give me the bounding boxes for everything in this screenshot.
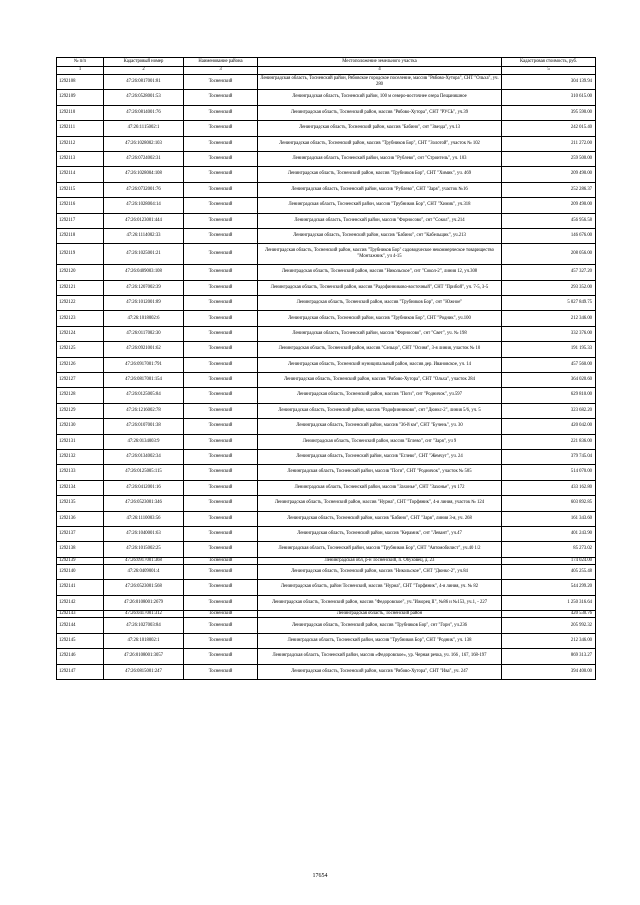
cadastral-number: 47:26:0125005:84: [104, 388, 184, 403]
parcel-location: Ленинградская область, Тосненский район, массив "Радофинниково-восточный", СНТ "Прибой", уч. 7-5, 3-5: [258, 280, 502, 295]
district-name: Тосненский: [184, 633, 258, 648]
parcel-location: Ленинградская область, Тосненский район, массив "Поги", снт "Родничок", уч.597: [258, 388, 502, 403]
cadastral-table: [56, 57, 596, 680]
cadastral-value: 603 892.85: [502, 496, 596, 511]
table-row: [57, 480, 596, 495]
district-name: Тосненский: [184, 121, 258, 136]
cadastral-number: 47:26:1207002:39: [104, 280, 184, 295]
table-row: [57, 465, 596, 480]
parcel-location: Ленинградская область, Тосненский район, массив "Рябово-Хутора", СНТ "Ольха", участок 284: [258, 373, 502, 388]
parcel-location: Ленинградская область, Тосненский район, массив "Трубников Бор", снт "Горн", уч.236: [258, 618, 502, 633]
parcel-location: Ленинградская область, Тосненский район, массив "Сельцо", СНТ "Осиня", 3-я линия, участок № 10: [258, 342, 502, 357]
district-name: Тосненский: [184, 90, 258, 105]
table-row: [57, 121, 596, 136]
cadastral-value: 85 273.02: [502, 542, 596, 557]
cadastral-number: 47:26:0409003:108: [104, 265, 184, 280]
table-row: [57, 228, 596, 243]
district-name: Тосненский: [184, 388, 258, 403]
row-number: 1292109: [57, 90, 104, 105]
cadastral-number: 47:26:1027003:84: [104, 618, 184, 633]
parcel-location: Ленинградская область, Тосненский район, массив "Никольское", СНТ "Дюнкс-2", уч.84: [258, 565, 502, 580]
cadastral-value: 212 346.00: [502, 311, 596, 326]
cadastral-number: 47:26:0412001:16: [104, 480, 184, 495]
district-name: Тосненский: [184, 611, 258, 618]
table-row: [57, 557, 596, 564]
district-name: Тосненский: [184, 198, 258, 213]
parcel-location: Ленинградская область, Тосненский район, массив "36-й км", СНТ "Бучень", уч. 30: [258, 419, 502, 434]
district-name: Тосненский: [184, 265, 258, 280]
district-name: Тосненский: [184, 373, 258, 388]
cadastral-value: 174 024.00: [502, 557, 596, 564]
table-row: [57, 265, 596, 280]
parcel-location: Ленинградская область, Тосненский район, массив "Нурма", СНТ "Торфяник", 4-я линия, участок № 124: [258, 496, 502, 511]
district-name: Тосненский: [184, 403, 258, 418]
parcel-location: Ленинградская область, Тосненский район, массив "Трубников Бор", СНТ "Химик", уч.318: [258, 198, 502, 213]
cadastral-value: 364 020.60: [502, 373, 596, 388]
row-number: 1292135: [57, 496, 104, 511]
row-number: 1292129: [57, 403, 104, 418]
table-row: [57, 296, 596, 311]
parcel-location: Ленинградская область, Тосненский район, массив "Керамик", снт "Левант", уч.47: [258, 526, 502, 541]
table-row: [57, 542, 596, 557]
table-row: [57, 311, 596, 326]
cadastral-number: 47:26:0817001:154: [104, 373, 184, 388]
district-name: Тосненский: [184, 542, 258, 557]
district-name: Тосненский: [184, 136, 258, 151]
district-name: Тосненский: [184, 326, 258, 341]
cadastral-number: 47:26:0107001:38: [104, 419, 184, 434]
row-number: 1292122: [57, 296, 104, 311]
cadastral-value: 457 327.20: [502, 265, 596, 280]
table-row: [57, 434, 596, 449]
row-number: 1292121: [57, 280, 104, 295]
parcel-location: Ленинградская область, Тосненский район, массив "Трубников Бор", снт "Южное": [258, 296, 502, 311]
parcel-location: Ленинградская область, Тосненский район, массив "Форносово", снт "Сокол", уч.214: [258, 213, 502, 228]
row-number: 1292139: [57, 557, 104, 564]
parcel-location: Ленинградская область, Тосненский район, массив "Бабино", СНТ "Заря", линия 3-я, уч. 268: [258, 511, 502, 526]
parcel-location: Ленинградская область, Тосненский район, массив "Трубников Бор", СНТ "Золотой", участок № 102: [258, 136, 502, 151]
table-body: [57, 75, 596, 680]
cadastral-value: 5 027 849.75: [502, 296, 596, 311]
cadastral-value: 869 313.27: [502, 649, 596, 664]
parcel-location: Ленинградская область, Тосненский район, массив "Форносово", снт "Свет", уч. № 198: [258, 326, 502, 341]
table-row: [57, 213, 596, 228]
cadastral-value: 514 070.00: [502, 465, 596, 480]
district-name: Тосненский: [184, 182, 258, 197]
cadastral-number: 47:26:0108001:3057: [104, 649, 184, 664]
table-row: [57, 357, 596, 372]
parcel-location: Ленинградская область, Тосненский район, массив "Трубников Бор" садоводческое некоммерческое товарищество "Монтажник", уч 4-15: [258, 244, 502, 265]
district-name: Тосненский: [184, 511, 258, 526]
cadastral-number: 47:26:1028002:103: [104, 136, 184, 151]
cadastral-value: 456 956.58: [502, 213, 596, 228]
cadastral-number: 47:26:0817001:81: [104, 75, 184, 90]
cadastral-value: 211 272.00: [502, 136, 596, 151]
cadastral-value: 433 162.80: [502, 480, 596, 495]
cadastral-value: 379 745.04: [502, 449, 596, 464]
cadastral-value: 323 682.20: [502, 403, 596, 418]
document-page: [56, 57, 592, 680]
parcel-location: Ленинградская область, Тосненский район, массив "Еглево", снт "Заря", уч 9: [258, 434, 502, 449]
cadastral-value: 332 376.00: [502, 326, 596, 341]
row-number: 1292144: [57, 618, 104, 633]
cadastral-value: 205 992.32: [502, 618, 596, 633]
table-row: [57, 565, 596, 580]
district-name: Тосненский: [184, 496, 258, 511]
row-number: 1292128: [57, 388, 104, 403]
cadastral-value: 259 500.00: [502, 151, 596, 166]
cadastral-value: 208 056.00: [502, 244, 596, 265]
table-row: [57, 198, 596, 213]
column-index: 3: [184, 67, 258, 75]
table-row: [57, 611, 596, 618]
table-row: [57, 664, 596, 679]
parcel-location: Ленинградская область, Тосненский район, массив "Бабино", снт "Кабельщик", уч.213: [258, 228, 502, 243]
table-header-row: [57, 58, 596, 67]
cadastral-number: 47:26:0134002:34: [104, 449, 184, 464]
column-index: 1: [57, 67, 104, 75]
parcel-location: Ленинградская область, Тосненский район, массив "Никольское", снт "Сокол-2", линия 12, уч.308: [258, 265, 502, 280]
cadastral-value: 420 530.76: [502, 611, 596, 618]
table-row: [57, 105, 596, 120]
column-index: 2: [104, 67, 184, 75]
column-index: 4: [258, 67, 502, 75]
cadastral-value: 191 195.33: [502, 342, 596, 357]
table-row: [57, 244, 596, 265]
cadastral-value: 252 286.37: [502, 182, 596, 197]
row-number: 1292130: [57, 419, 104, 434]
table-row: [57, 633, 596, 648]
table-row: [57, 449, 596, 464]
table-row: [57, 419, 596, 434]
row-number: 1292132: [57, 449, 104, 464]
parcel-location: Ленинградская область, Тосненский район, Рябовское городское поселение, массив "Рябово-Хутора", СНТ "Ольха", уч. 280: [258, 75, 502, 90]
cadastral-value: 209 490.00: [502, 167, 596, 182]
cadastral-value: 310 615.00: [502, 90, 596, 105]
district-name: Тосненский: [184, 167, 258, 182]
row-number: 1292111: [57, 121, 104, 136]
district-name: Тосненский: [184, 342, 258, 357]
district-name: Тосненский: [184, 228, 258, 243]
row-number: 1292125: [57, 342, 104, 357]
row-number: 1292114: [57, 167, 104, 182]
table-row: [57, 167, 596, 182]
parcel-location: Ленинградская область, Тосненский район, массив "Трубников Бор", СНТ "Родник", уч.100: [258, 311, 502, 326]
cadastral-number: 47:26:0814001:76: [104, 105, 184, 120]
table-row: [57, 75, 596, 90]
header-location: Местоположение земельного участка: [258, 58, 502, 67]
parcel-location: Ленинградская область, Тосненский район, массив «Федоровское», ур. Черная речка, уч. 166 , 167, 168-197: [258, 649, 502, 664]
parcel-location: Ленинградская область, район Тосненский, массив "Нурма", СНТ "Торфяник", 4-я линия, уч. № 82: [258, 580, 502, 595]
cadastral-number: 47:26:0108001:2679: [104, 595, 184, 610]
table-row: [57, 280, 596, 295]
district-name: Тосненский: [184, 465, 258, 480]
cadastral-value: 405 255.48: [502, 565, 596, 580]
cadastral-number: 47:26:1015002:25: [104, 542, 184, 557]
column-index-row: [57, 67, 596, 75]
district-name: Тосненский: [184, 105, 258, 120]
cadastral-number: 47:26:0125005:115: [104, 465, 184, 480]
cadastral-value: 457 560.00: [502, 357, 596, 372]
cadastral-number: 47:26:0123001:444: [104, 213, 184, 228]
row-number: 1292133: [57, 465, 104, 480]
cadastral-number: 47:26:1018002:1: [104, 633, 184, 648]
district-name: Тосненский: [184, 565, 258, 580]
row-number: 1292120: [57, 265, 104, 280]
cadastral-value: 212 346.00: [502, 633, 596, 648]
cadastral-number: 47:26:1028004:14: [104, 198, 184, 213]
row-number: 1292145: [57, 633, 104, 648]
cadastral-value: 221 836.00: [502, 434, 596, 449]
table-row: [57, 388, 596, 403]
district-name: Тосненский: [184, 75, 258, 90]
district-name: Тосненский: [184, 526, 258, 541]
cadastral-value: 293 352.00: [502, 280, 596, 295]
district-name: Тосненский: [184, 419, 258, 434]
parcel-location: Ленинградская область, Тосненский район, массив "Еглево", СНТ "Жемчуг", уч. 24: [258, 449, 502, 464]
cadastral-number: 47:26:0724002:31: [104, 151, 184, 166]
table-row: [57, 580, 596, 595]
table-row: [57, 526, 596, 541]
cadastral-value: 395 590.00: [502, 105, 596, 120]
table-row: [57, 496, 596, 511]
row-number: 1292115: [57, 182, 104, 197]
parcel-location: Ленинградская область, Тосненский район, массив "Захонье", СНТ "Захонье", уч 172: [258, 480, 502, 495]
parcel-location: Ленинградская область, Тосненский район, массив "Федоровское", уч."Ижорец II", №86 и №153, уч.1, - 227: [258, 595, 502, 610]
table-row: [57, 618, 596, 633]
parcel-location: Ленинградская обл, р-н Тосненский, п. Обуховец, д. 23: [258, 557, 502, 564]
parcel-location: Ленинградская область, Тосненский район, массив "Радофинниково", снт "Дюнкс-2", линия 5/6, уч. 5: [258, 403, 502, 418]
row-number: 1292127: [57, 373, 104, 388]
parcel-location: Ленинградская область, Тосненский район, массив "Трубников Бор", СНТ "Химик", уч. 469: [258, 167, 502, 182]
parcel-location: Ленинградская область, Тосненский район, массив "Трубников Бор", СНТ "Родник", уч. 138: [258, 633, 502, 648]
table-row: [57, 182, 596, 197]
cadastral-value: 209 490.00: [502, 198, 596, 213]
row-number: 1292131: [57, 434, 104, 449]
row-number: 1292117: [57, 213, 104, 228]
cadastral-value: 242 015.40: [502, 121, 596, 136]
district-name: Тосненский: [184, 557, 258, 564]
row-number: 1292116: [57, 198, 104, 213]
district-name: Тосненский: [184, 311, 258, 326]
row-number: 1292142: [57, 595, 104, 610]
district-name: Тосненский: [184, 280, 258, 295]
cadastral-value: 401 243.90: [502, 526, 596, 541]
district-name: Тосненский: [184, 664, 258, 679]
cadastral-number: 47:26:1018002:6: [104, 311, 184, 326]
parcel-location: Ленинградская область, Тосненский район, массив "Бабино", снт "Звезда", уч.13: [258, 121, 502, 136]
table-row: [57, 595, 596, 610]
row-number: 1292118: [57, 228, 104, 243]
table-row: [57, 326, 596, 341]
district-name: Тосненский: [184, 357, 258, 372]
parcel-location: Ленинградская область, Тосненский район, 100 м северо-восточнее озера Пещанишное: [258, 90, 502, 105]
parcel-location: Ленинградская область, Тосненский район: [258, 611, 502, 618]
table-row: [57, 90, 596, 105]
table-row: [57, 373, 596, 388]
cadastral-number: 47:26:0523001:346: [104, 496, 184, 511]
cadastral-number: 47:26:0409001:4: [104, 565, 184, 580]
header-value: Кадастровая стоимость, руб.: [502, 58, 596, 67]
parcel-location: Ленинградская область, Тосненский район, массив "Рублево", СНТ "Заря", участок №16: [258, 182, 502, 197]
cadastral-number: 47:26:1115002:1: [104, 121, 184, 136]
cadastral-number: 47:26:0921001:62: [104, 342, 184, 357]
cadastral-number: 47:26:0528001:53: [104, 90, 184, 105]
district-name: Тосненский: [184, 296, 258, 311]
row-number: 1292146: [57, 649, 104, 664]
table-row: [57, 151, 596, 166]
parcel-location: Ленинградская область, Тосненский район, массив "Трубников Бор", СНТ "Автомобилист", уч.40 1/2: [258, 542, 502, 557]
cadastral-value: 394 400.00: [502, 664, 596, 679]
cadastral-number: 47:26:1114002:33: [104, 228, 184, 243]
header-number: № п/п: [57, 58, 104, 67]
district-name: Тосненский: [184, 151, 258, 166]
row-number: 1292110: [57, 105, 104, 120]
row-number: 1292126: [57, 357, 104, 372]
district-name: Тосненский: [184, 434, 258, 449]
row-number: 1292124: [57, 326, 104, 341]
row-number: 1292112: [57, 136, 104, 151]
table-row: [57, 403, 596, 418]
district-name: Тосненский: [184, 449, 258, 464]
cadastral-value: 1 250 316.64: [502, 595, 596, 610]
cadastral-number: 47:26:0134003:9: [104, 434, 184, 449]
parcel-location: Ленинградская область, Тосненский район, массив "Рублево", снт "Строитель", уч. 103: [258, 151, 502, 166]
cadastral-number: 47:26:0523001:568: [104, 580, 184, 595]
cadastral-number: 47:26:0917001:791: [104, 357, 184, 372]
district-name: Тосненский: [184, 618, 258, 633]
row-number: 1292141: [57, 580, 104, 595]
district-name: Тосненский: [184, 649, 258, 664]
district-name: Тосненский: [184, 244, 258, 265]
district-name: Тосненский: [184, 580, 258, 595]
table-row: [57, 342, 596, 357]
parcel-location: Ленинградская область, Тосненский район, массив "Рябово-Хутора", СНТ "Ива", уч. 247: [258, 664, 502, 679]
row-number: 1292113: [57, 151, 104, 166]
row-number: 1292138: [57, 542, 104, 557]
cadastral-number: 47:26:0917001:368: [104, 557, 184, 564]
table-row: [57, 649, 596, 664]
row-number: 1292140: [57, 565, 104, 580]
column-index: 5: [502, 67, 596, 75]
parcel-location: Ленинградская область, Тосненский муниципальный район, массив дер. Ивановское, уч. 14: [258, 357, 502, 372]
cadastral-number: 47:26:1025001:21: [104, 244, 184, 265]
district-name: Тосненский: [184, 213, 258, 228]
cadastral-value: 420 042.00: [502, 419, 596, 434]
parcel-location: Ленинградская область, Тосненский район, массив "Поги", СНТ "Родничок", участок № 505: [258, 465, 502, 480]
row-number: 1292119: [57, 244, 104, 265]
table-row: [57, 136, 596, 151]
header-cadastral-number: Кадастровый номер: [104, 58, 184, 67]
cadastral-number: 47:26:0417001:312: [104, 611, 184, 618]
cadastral-value: 629 810.00: [502, 388, 596, 403]
cadastral-value: 146 676.00: [502, 228, 596, 243]
row-number: 1292134: [57, 480, 104, 495]
row-number: 1292143: [57, 611, 104, 618]
table-row: [57, 511, 596, 526]
cadastral-number: 47:26:1012001:89: [104, 296, 184, 311]
row-number: 1292136: [57, 511, 104, 526]
cadastral-number: 47:26:0117002:30: [104, 326, 184, 341]
row-number: 1292137: [57, 526, 104, 541]
cadastral-number: 47:26:1216002:78: [104, 403, 184, 418]
row-number: 1292108: [57, 75, 104, 90]
row-number: 1292123: [57, 311, 104, 326]
cadastral-number: 47:26:0732001:76: [104, 182, 184, 197]
cadastral-value: 161 343.60: [502, 511, 596, 526]
header-district: Наименование района: [184, 58, 258, 67]
row-number: 1292147: [57, 664, 104, 679]
cadastral-number: 47:26:1028004:108: [104, 167, 184, 182]
cadastral-number: 47:26:1040001:63: [104, 526, 184, 541]
district-name: Тосненский: [184, 595, 258, 610]
cadastral-number: 47:26:1110003:56: [104, 511, 184, 526]
cadastral-value: 304 139.94: [502, 75, 596, 90]
cadastral-value: 544 299.20: [502, 580, 596, 595]
district-name: Тосненский: [184, 480, 258, 495]
cadastral-number: 47:26:0815001:247: [104, 664, 184, 679]
parcel-location: Ленинградская область, Тосненский район, массив "Рябово-Хутора", СНТ "РУСЬ", уч.39: [258, 105, 502, 120]
page-number: 17654: [312, 873, 328, 879]
